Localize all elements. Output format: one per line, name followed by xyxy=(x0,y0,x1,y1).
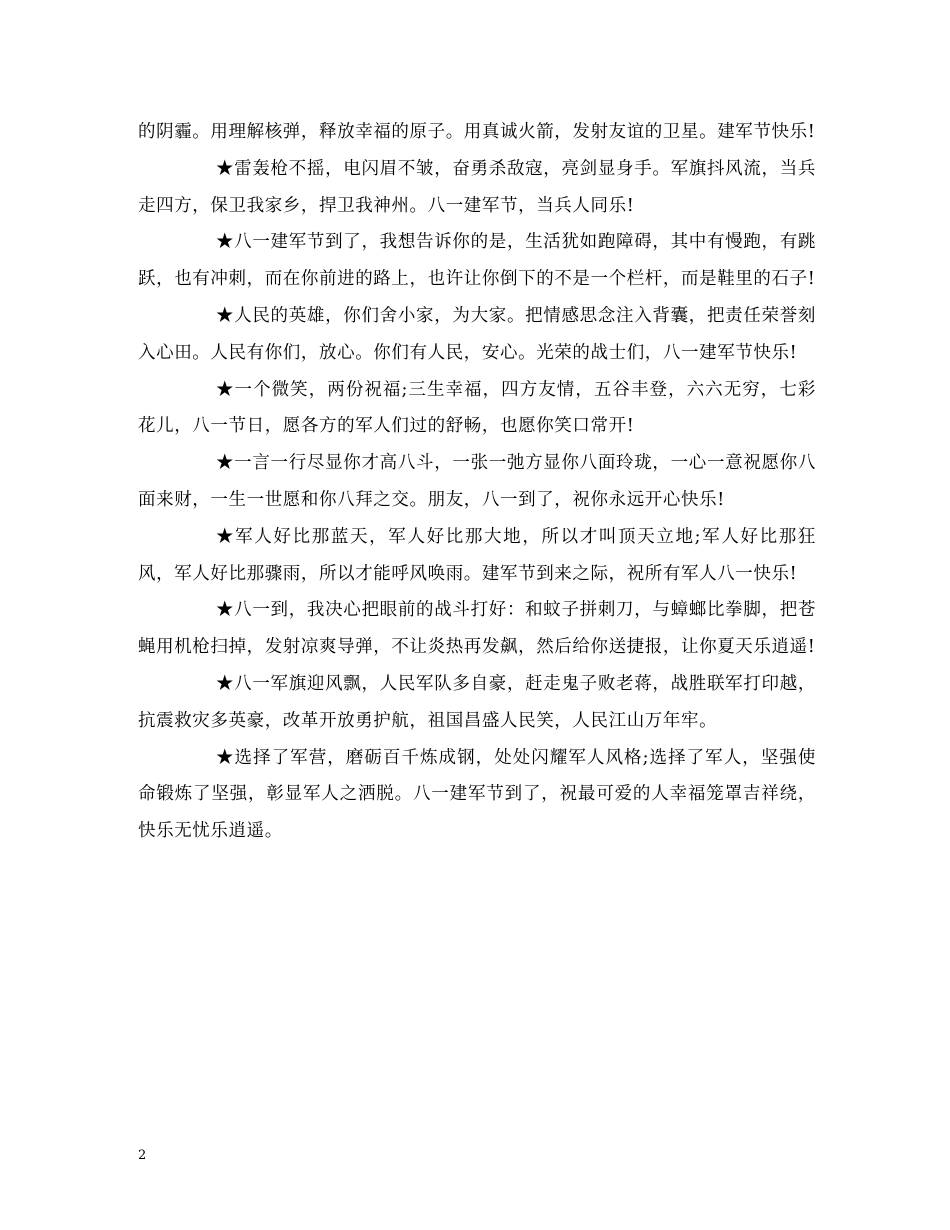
paragraph-3: ★人民的英雄，你们舍小家，为大家。把情感思念注入背囊，把责任荣誉刻入心田。人民有你们，放心。你们有人民，安心。光荣的战士们，八一建军节快乐! xyxy=(138,305,816,363)
paragraph-5: ★一言一行尽显你才高八斗，一张一弛方显你八面玲珑，一心一意祝愿你八面来财，一生一世愿和你八拜之交。朋友，八一到了，祝你永远开心快乐! xyxy=(138,453,816,510)
paragraph-7: ★八一到，我决心把眼前的战斗打好：和蚊子拼刺刀，与蟑螂比拳脚，把苍蝇用机枪扫掉，发射凉爽导弹，不让炎热再发飙，然后给你送捷报，让你夏天乐逍遥! xyxy=(138,600,816,658)
paragraph-2: ★八一建军节到了，我想告诉你的是，生活犹如跑障碍，其中有慢跑，有跳跃，也有冲刺，而在你前进的路上，也许让你倒下的不是一个栏杆，而是鞋里的石子! xyxy=(138,232,816,290)
paragraph-8: ★八一军旗迎风飘，人民军队多自豪，赶走鬼子败老蒋，战胜联军打印越，抗震救灾多英豪，改革开放勇护航，祖国昌盛人民笑，人民江山万年牢。 xyxy=(138,673,816,731)
paragraph-6: ★军人好比那蓝天，军人好比那大地，所以才叫顶天立地;军人好比那狂风，军人好比那骤雨，所以才能呼风唤雨。建军节到来之际，祝所有军人八一快乐! xyxy=(138,526,816,584)
paragraph-continuation: 的阴霾。用理解核弹，释放幸福的原子。用真诚火箭，发射友谊的卫星。建军节快乐! xyxy=(138,122,816,142)
paragraph-1: ★雷轰枪不摇，电闪眉不皱，奋勇杀敌寇，亮剑显身手。军旗抖风流，当兵走四方，保卫我家乡，捍卫我神州。八一建军节，当兵人同乐! xyxy=(138,158,816,216)
document-body xyxy=(138,114,816,850)
paragraph-9: ★选择了军营，磨砺百千炼成钢，处处闪耀军人风格;选择了军人，坚强使命锻炼了坚强，彰显军人之洒脱。八一建军节到了，祝最可爱的人幸福笼罩吉祥绕，快乐无忧乐逍遥。 xyxy=(138,747,816,842)
paragraph-4: ★一个微笑，两份祝福;三生幸福，四方友情，五谷丰登，六六无穷，七彩花儿，八一节日，愿各方的军人们过的舒畅，也愿你笑口常开! xyxy=(138,379,816,437)
page-number: 2 xyxy=(138,1148,147,1163)
